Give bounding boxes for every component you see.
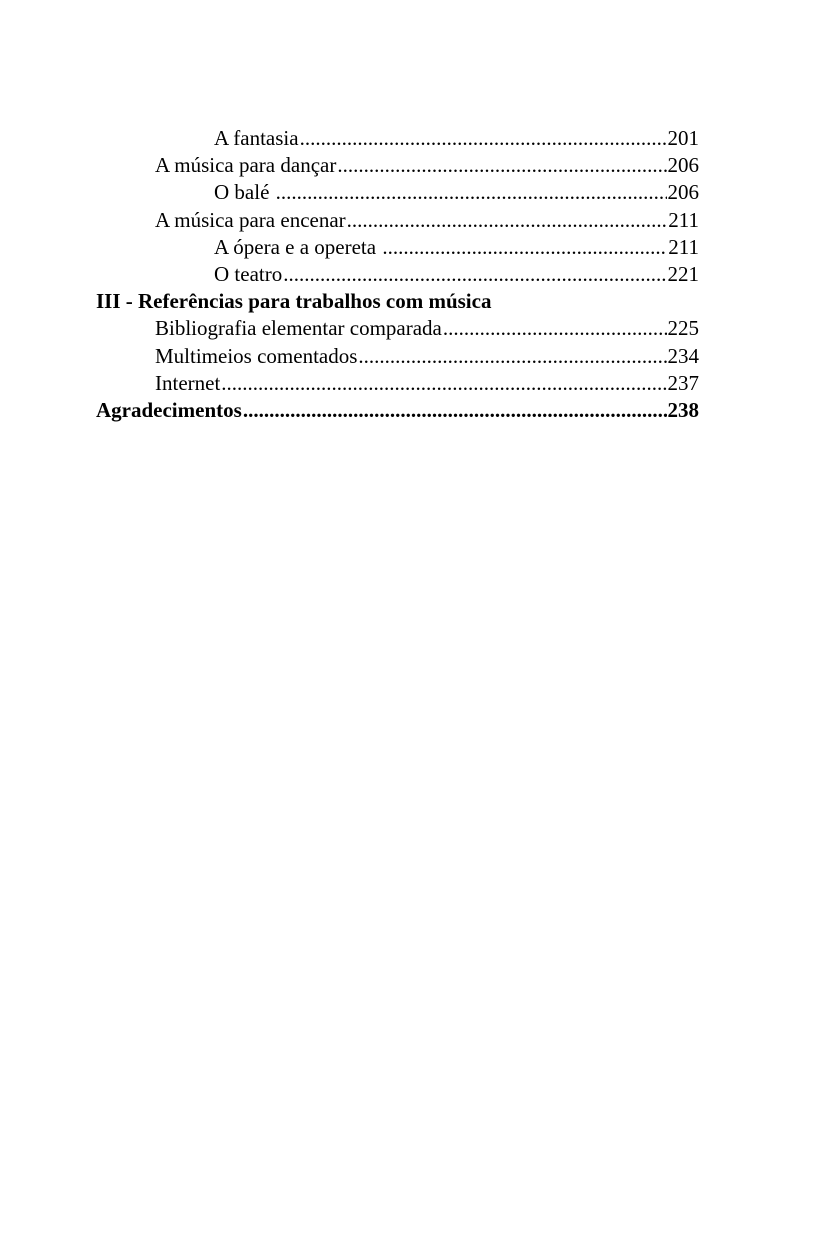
toc-entry-agradecimentos xyxy=(96,397,699,424)
toc-section-heading-referencias xyxy=(96,288,699,315)
toc-entry-page: 234 xyxy=(667,343,699,368)
dot-leader xyxy=(243,397,667,424)
dot-leader xyxy=(443,315,667,342)
dot-leader xyxy=(283,261,666,288)
toc-entry-a-musica-para-dancar xyxy=(96,152,699,179)
toc-entry-title: Internet xyxy=(155,370,221,395)
dot-leader xyxy=(276,179,667,206)
toc-entry-page: 211 xyxy=(668,207,699,232)
toc-entry-title: A música para dançar xyxy=(155,153,337,178)
toc-entry-page: 206 xyxy=(667,180,699,205)
toc-entry-page: 221 xyxy=(667,261,699,286)
toc-entry-multimeios xyxy=(96,343,699,370)
toc-entry-title: A música para encenar xyxy=(155,207,346,232)
toc-entry-o-teatro xyxy=(96,261,699,288)
toc-entry-title: Bibliografia elementar comparada xyxy=(155,316,442,341)
table-of-contents xyxy=(96,125,699,424)
toc-entry-a-fantasia xyxy=(96,125,699,152)
toc-entry-o-bale xyxy=(96,179,699,206)
dot-leader xyxy=(358,343,666,370)
toc-entry-title: A fantasia xyxy=(214,126,299,150)
dot-leader xyxy=(347,207,668,234)
toc-entry-bibliografia xyxy=(96,315,699,342)
toc-entry-a-opera-e-a-opereta xyxy=(96,234,699,261)
toc-entry-title: A ópera e a opereta xyxy=(214,234,382,259)
dot-leader xyxy=(300,125,667,152)
dot-leader xyxy=(337,152,666,179)
toc-entry-page: 206 xyxy=(667,153,699,178)
toc-entry-internet xyxy=(96,370,699,397)
toc-entry-title: O balé xyxy=(214,180,275,205)
dot-leader xyxy=(221,370,666,397)
toc-section-title: III - Referências para trabalhos com música xyxy=(96,289,492,314)
toc-entry-title: O teatro xyxy=(214,261,283,286)
toc-entry-page: 201 xyxy=(667,126,699,150)
dot-leader xyxy=(382,234,667,261)
toc-entry-page: 225 xyxy=(667,316,699,341)
toc-entry-page: 238 xyxy=(667,397,699,422)
toc-entry-page: 211 xyxy=(668,234,699,259)
toc-entry-title: Agradecimentos xyxy=(96,397,242,422)
toc-entry-title: Multimeios comentados xyxy=(155,343,358,368)
toc-entry-a-musica-para-encenar xyxy=(96,207,699,234)
toc-entry-page: 237 xyxy=(667,370,699,395)
